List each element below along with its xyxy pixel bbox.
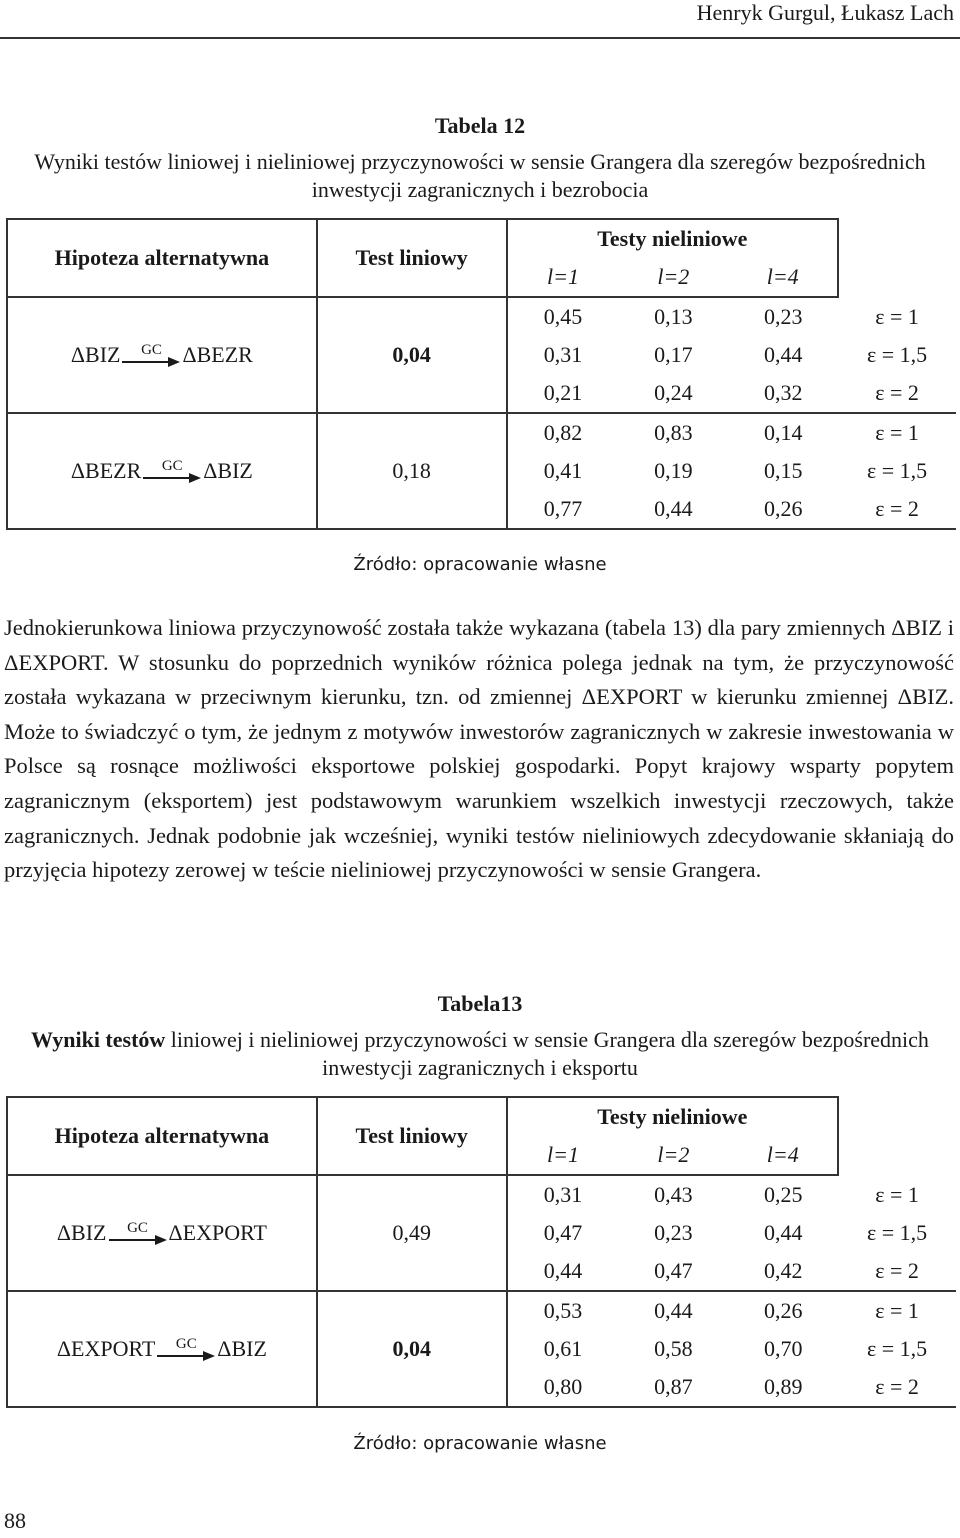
table13-title: Tabela13 [437,991,523,1016]
table13-body [7,1097,956,1407]
nonlinear-value-l1: 0,45 [543,304,583,329]
nonlinear-value-l2: 0,47 [618,1252,728,1291]
nonlinear-value-l4: 0,26 [763,1298,803,1323]
nonlinear-value-l1: 0,77 [507,490,619,529]
header-empty [838,1097,956,1136]
nonlinear-value-l4: 0,26 [728,490,838,529]
nonlinear-value-l1: 0,61 [543,1336,583,1361]
nonlinear-value-l2: 0,43 [654,1182,693,1207]
nonlinear-value-l2: 0,19 [654,458,693,483]
nonlinear-value-l2: 0,83 [654,420,693,445]
hypothesis-cell [7,413,317,529]
table12-body [7,219,956,529]
gc-arrow [109,1221,167,1245]
nonlinear-value-l4: 0,15 [763,458,803,483]
table-row [7,1175,956,1214]
nonlinear-value-l1: 0,31 [543,1182,583,1207]
header-row [7,219,956,258]
gc-label: GC [161,458,183,474]
header-empty [838,219,956,258]
epsilon-value: ε = 1 [875,303,919,329]
hypothesis-expression [57,1220,267,1246]
linear-test-value: 0,18 [317,413,507,529]
table13-source: Źródło: opracowanie własne [353,1433,607,1454]
table12 [6,218,956,530]
hypothesis-to: ΔBIZ [203,458,253,483]
epsilon-value: ε = 1,5 [867,1220,928,1245]
nonlinear-value-l2: 0,17 [654,342,693,367]
nonlinear-value-l2: 0,23 [654,1220,693,1245]
gc-arrow [143,459,201,483]
arrow-right-icon [143,473,201,483]
table12-title: Tabela 12 [434,113,526,138]
nonlinear-value-l1: 0,53 [543,1298,583,1323]
table13-description [0,1026,960,1082]
epsilon-value: ε = 1,5 [866,342,928,367]
header-row [7,1097,956,1136]
nonlinear-value-l4: 0,70 [763,1336,803,1361]
header-linear-test: Test liniowy [317,1097,507,1175]
page-number: 88 [4,1508,26,1533]
linear-test-value: 0,49 [317,1175,507,1291]
epsilon-value: ε = 2 [838,490,956,529]
header-empty [838,1136,956,1175]
table-row [7,1291,956,1330]
table13-description-bold: Wyniki testów [31,1027,166,1052]
hypothesis-cell [7,297,317,413]
header-lag-l2: l=2 [618,1136,728,1175]
table13-caption [0,990,960,1082]
table-row [7,297,956,336]
hypothesis-expression [71,458,253,484]
hypothesis-to: ΔBIZ [217,1336,267,1361]
table12-source: Źródło: opracowanie własne [353,554,607,575]
nonlinear-value-l4: 0,89 [728,1368,838,1407]
linear-test-value: 0,04 [317,1291,507,1407]
nonlinear-value-l1: 0,82 [543,420,583,445]
nonlinear-value-l4: 0,32 [728,374,838,413]
header-linear-test: Test liniowy [317,219,507,297]
nonlinear-value-l1: 0,41 [543,458,583,483]
linear-test-value: 0,04 [317,297,507,413]
gc-arrow [157,1337,215,1361]
header-lag-l4: l=4 [728,1136,838,1175]
hypothesis-cell [7,1291,317,1407]
hypothesis-from: ΔBEZR [70,458,142,483]
nonlinear-value-l1: 0,47 [543,1220,583,1245]
body-paragraph: Jednokierunkowa liniowa przyczynowość została także wykazana (tabela 13) dla pary zmiennych ΔBIZ i ΔEXPORT. W stosunku do poprzednich wyników różnica polega jednak na tym, że przyczynowość została wykazana w przeciwnym kierunku, tzn. od zmiennej ΔEXPORT w kierunku zmiennej ΔBIZ. Może to świadczyć o tym, że jednym z motywów inwestorów zagranicznych w zakresie inwestowania w Polsce są rosnące możliwości eksportowe polskiej gospodarki. Popyt krajowy wsparty popytem zagranicznym (eksportem) jest podstawowym warunkiem wszelkich inwestycji rzeczowych, także zagranicznych. Jednak podobnie jak wcześniej, wyniki testów nieliniowych zdecydowanie skłaniają do przyjęcia hipotezy zerowej w teście nieliniowej przyczynowości w sensie Grangera. [4,615,954,883]
epsilon-value: ε = 2 [838,1368,956,1407]
header-hypothesis: Hipoteza alternatywna [7,1097,317,1175]
nonlinear-value-l2: 0,13 [654,304,693,329]
table12-description: Wyniki testów liniowej i nieliniowej przyczynowości w sensie Grangera dla szeregów bezpośrednich inwestycji zagranicznych i bezrobocia [34,149,926,202]
arrow-right-icon [109,1235,167,1245]
gc-arrow [122,343,180,367]
nonlinear-value-l2: 0,24 [618,374,728,413]
epsilon-value: ε = 1 [875,1298,919,1323]
table12-caption [0,112,960,204]
epsilon-value: ε = 1,5 [867,1336,928,1361]
epsilon-value: ε = 2 [838,374,956,413]
nonlinear-value-l2: 0,87 [618,1368,728,1407]
nonlinear-value-l4: 0,42 [728,1252,838,1291]
running-header-authors: Henryk Gurgul, Łukasz Lach [696,0,954,25]
nonlinear-value-l4: 0,23 [763,304,803,329]
nonlinear-value-l4: 0,44 [763,1220,803,1245]
epsilon-value: ε = 1 [875,420,919,445]
gc-label: GC [127,1220,148,1236]
header-nonlinear-tests: Testy nieliniowe [507,219,839,258]
hypothesis-from: ΔEXPORT [56,1336,156,1361]
epsilon-value: ε = 1 [875,1181,919,1207]
epsilon-value: ε = 1,5 [866,458,928,483]
hypothesis-to: ΔEXPORT [168,1220,267,1245]
nonlinear-value-l1: 0,44 [507,1252,619,1291]
nonlinear-value-l4: 0,25 [763,1182,803,1207]
epsilon-value: ε = 2 [838,1252,956,1291]
nonlinear-value-l2: 0,44 [618,490,728,529]
hypothesis-from: ΔBIZ [56,1220,107,1245]
hypothesis-to: ΔBEZR [182,342,253,367]
header-lag-l2: l=2 [618,258,728,297]
nonlinear-value-l4: 0,14 [763,420,803,445]
nonlinear-value-l2: 0,58 [654,1336,693,1361]
gc-label: GC [175,1336,197,1352]
nonlinear-value-l1: 0,31 [543,342,583,367]
table-row [7,413,956,452]
header-lag-l1: l=1 [507,258,619,297]
header-empty [838,258,956,297]
header-nonlinear-tests: Testy nieliniowe [507,1097,839,1136]
header-hypothesis: Hipoteza alternatywna [7,219,317,297]
gc-label: GC [141,342,162,358]
header-rule [0,37,960,39]
nonlinear-value-l1: 0,80 [507,1368,619,1407]
nonlinear-value-l4: 0,44 [763,342,803,367]
hypothesis-from: ΔBIZ [70,342,121,367]
arrow-right-icon [122,357,180,367]
hypothesis-expression [57,1336,267,1362]
nonlinear-value-l1: 0,21 [507,374,619,413]
table13 [6,1096,956,1408]
header-lag-l1: l=1 [507,1136,619,1175]
hypothesis-cell [7,1175,317,1291]
table13-description-rest: liniowej i nieliniowej przyczynowości w sensie Grangera dla szeregów bezpośrednich inwestycji zagranicznych i eksportu [165,1027,929,1080]
arrow-right-icon [157,1351,215,1361]
hypothesis-expression [71,342,253,368]
nonlinear-value-l2: 0,44 [654,1298,693,1323]
header-lag-l4: l=4 [728,258,838,297]
